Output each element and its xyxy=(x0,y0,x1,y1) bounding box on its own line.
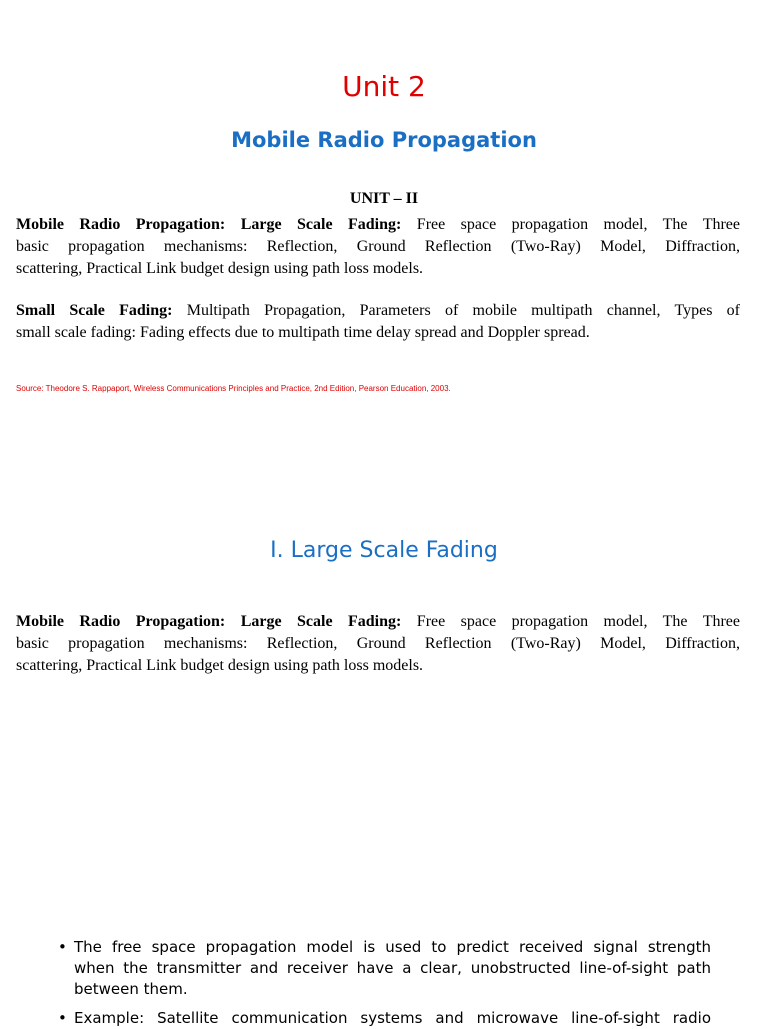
bullet-2-line1: Example: Satellite communication systems and microwave line-of-sight radio xyxy=(74,1009,711,1027)
bullet-marker: • xyxy=(58,938,67,956)
section-para-bold-lead: Mobile Radio Propagation: Large Scale Fading: xyxy=(16,613,402,630)
bullet-1-line1: The free space propagation model is used to predict received signal strength xyxy=(74,938,711,956)
bullet-marker: • xyxy=(58,1009,67,1027)
syllabus-para2-bold-lead: Small Scale Fading: xyxy=(16,302,173,319)
section-para-line2: basic propagation mechanisms: Reflection, Ground Reflection (Two-Ray) Model, Diffraction, xyxy=(16,635,740,652)
page-subtitle: Mobile Radio Propagation xyxy=(231,128,537,152)
syllabus-para1-line1-text: Free space propagation model, The Three xyxy=(401,216,740,233)
syllabus-para1-line2: basic propagation mechanisms: Reflection, Ground Reflection (Two-Ray) Model, Diffraction, xyxy=(16,238,740,255)
page-title: Unit 2 xyxy=(342,70,426,103)
section-para-line3: scattering, Practical Link budget design using path loss models. xyxy=(16,657,424,674)
section-para-line1-text: Free space propagation model, The Three xyxy=(401,613,740,630)
syllabus-para1-bold-lead: Mobile Radio Propagation: Large Scale Fading: xyxy=(16,216,402,233)
bullet-1-line3: between them. xyxy=(74,980,188,998)
section-para-line1 xyxy=(16,611,740,633)
syllabus-para1-line3: scattering, Practical Link budget design using path loss models. xyxy=(16,260,424,277)
unit-heading: UNIT – II xyxy=(349,190,419,207)
section-heading: I. Large Scale Fading xyxy=(270,538,498,563)
syllabus-para2-line2: small scale fading: Fading effects due to multipath time delay spread and Doppler spread. xyxy=(16,324,590,341)
bullet-1-line2: when the transmitter and receiver have a clear, unobstructed line-of-sight path xyxy=(74,959,711,977)
syllabus-para2-line1 xyxy=(16,300,740,322)
syllabus-para2-line1-text: Multipath Propagation, Parameters of mobile multipath channel, Types of xyxy=(172,302,740,319)
source-citation: Source: Theodore S. Rappaport, Wireless Communications Principles and Practice, 2nd Edition, Pearson Education, 2003. xyxy=(16,384,451,393)
syllabus-para1-line1 xyxy=(16,214,740,236)
